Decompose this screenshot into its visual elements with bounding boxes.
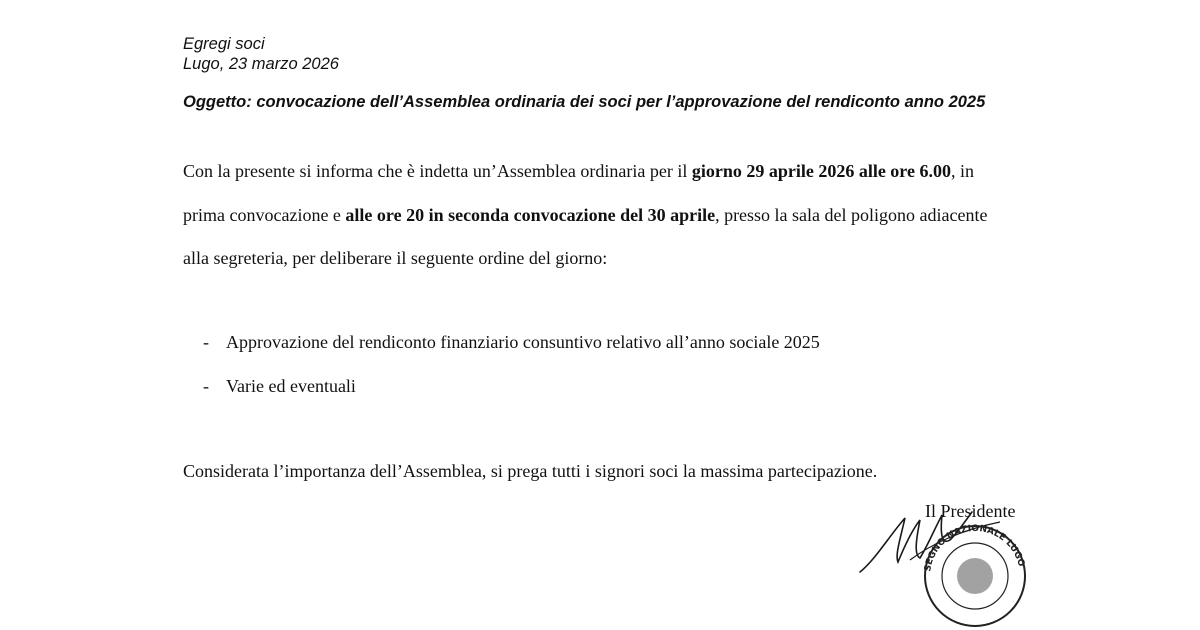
- body-text: prima convocazione e: [183, 205, 346, 225]
- body-line-3: alla segreteria, per deliberare il seguente ordine del giorno:: [183, 248, 608, 268]
- list-dash: -: [203, 376, 209, 396]
- place-date: Lugo, 23 marzo 2026: [183, 55, 339, 73]
- body-line-1: [183, 160, 1063, 182]
- subject-line: Oggetto: convocazione dell’Assemblea ordinaria dei soci per l’approvazione del rendiconto anno 2025: [183, 93, 986, 111]
- svg-text:SEGNO NAZIONALE LUGO: SEGNO NAZIONALE LUGO: [923, 523, 1026, 573]
- body-line-2: [183, 204, 1063, 226]
- body-text: Con la presente si informa che è indetta un’Assemblea ordinaria per il: [183, 161, 692, 181]
- meeting-first-date: giorno 29 aprile 2026 alle ore 6.00: [691, 161, 951, 181]
- body-text: , in: [950, 161, 974, 181]
- agenda-item-text: Varie ed eventuali: [226, 376, 356, 396]
- seal-stamp: [915, 518, 1035, 628]
- agenda-item: [203, 375, 356, 397]
- body-text: , presso la sala del poligono adiacente: [715, 205, 988, 225]
- agenda-item-text: Approvazione del rendiconto finanziario consuntivo relativo all’anno sociale 2025: [226, 332, 820, 352]
- closing-text: Considerata l’importanza dell’Assemblea, si prega tutti i signori soci la massima partecipazione.: [183, 461, 878, 481]
- list-dash: -: [203, 332, 209, 352]
- agenda-item: [203, 331, 820, 353]
- greeting: Egregi soci: [183, 35, 265, 53]
- signature-title: Il Presidente: [925, 501, 1016, 521]
- meeting-second-date: alle ore 20 in seconda convocazione del 30 aprile: [345, 205, 716, 225]
